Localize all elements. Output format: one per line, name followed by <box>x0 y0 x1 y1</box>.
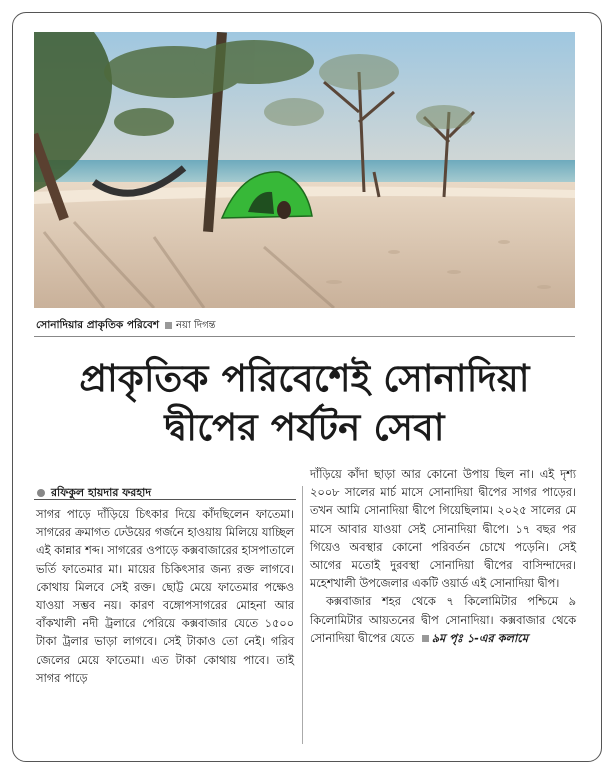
photo-source: নয়া দিগন্ত <box>176 320 216 331</box>
headline-line-2: দ্বীপের পর্যটন সেবা <box>164 406 445 449</box>
beach-camping-photo <box>34 32 575 308</box>
column-1-text: সাগর পাড়ে দাঁড়িয়ে চিৎকার দিয়ে কাঁদছিলেন ফাতেমা। সাগরের ক্রমাগত ঢেউয়ের গর্জনে হাওয়ায় মিলিয়ে যাচ্ছিল এই কান্নার শব্দ। সাগরের ওপাড়ে কক্সবাজারের হাসপাতালে ভর্তি ফাতেমার মা। মায়ের চিকিৎসার জন্য রক্ত লাগবে। কোথায় মিলবে সেই রক্ত। ছোট্ট মেয়ে ফাতেমার পক্ষেও যাওয়া সম্ভব নয়। কারণ বঙ্গোপসাগরের মোহনা আর বাঁকখালী নদী ট্রলারে পেরিয়ে কক্সবাজার যেতে ১৫০০ টাকা ট্রলার ভাড়া লাগবে। সেই টাকাও তো নেই। গরিব জেলের মেয়ে ফাতেমা। এত টাকা কোথায় পাবে। তাই সাগর পাড়ে <box>36 508 294 685</box>
byline <box>37 484 151 503</box>
article-column-2 <box>310 466 576 648</box>
caption-text: সোনাদিয়ার প্রাকৃতিক পরিবেশ <box>36 319 160 331</box>
column-separator <box>302 486 303 744</box>
author-name: রফিকুল হায়দার ফরহাদ <box>51 486 152 499</box>
column-2-paragraph-2 <box>310 593 576 648</box>
column-2-paragraph-2-text: কক্সবাজার শহর থেকে ৭ কিলোমিটার পশ্চিমে ৯ কিলোমিটার আয়তনের দ্বীপ সোনাদিয়া। কক্সবাজার থেকে সোনাদিয়া দ্বীপের যেতে <box>310 595 576 645</box>
continuation-note <box>418 632 528 645</box>
byline-rule <box>34 499 296 500</box>
bullet-dot-icon <box>37 489 45 497</box>
square-bullet-icon <box>165 322 172 329</box>
article-column-1 <box>36 506 294 688</box>
continuation-text: ৯ম পৃঃ ১-এর কলামে <box>431 631 529 645</box>
caption-rule <box>34 336 575 337</box>
photo-caption <box>36 318 216 335</box>
headline-line-1: প্রাকৃতিক পরিবেশেই সোনাদিয়া <box>79 357 530 400</box>
square-bullet-icon <box>422 635 429 642</box>
column-2-paragraph-1: দাঁড়িয়ে কাঁদা ছাড়া আর কোনো উপায় ছিল না। এই দৃশ্য ২০০৮ সালের মার্চ মাসে সোনাদিয়া দ্বীপের সাগর পাড়ের। তখন আমি সোনাদিয়া দ্বীপে গিয়েছিলাম। ২০২৫ সালের মে মাসে আবার যাওয়া সেই সোনাদিয়া দ্বীপে। ১৭ বছর পর গিয়েও অবস্থার কোনো পরিবর্তন চোখে পড়েনি। সেই আগের মতোই দুরবস্থা সোনাদিয়া দ্বীপের বাসিন্দাদের। মহেশখালী উপজেলার একটি ওয়ার্ড এই সোনাদিয়া দ্বীপ। <box>310 468 576 591</box>
